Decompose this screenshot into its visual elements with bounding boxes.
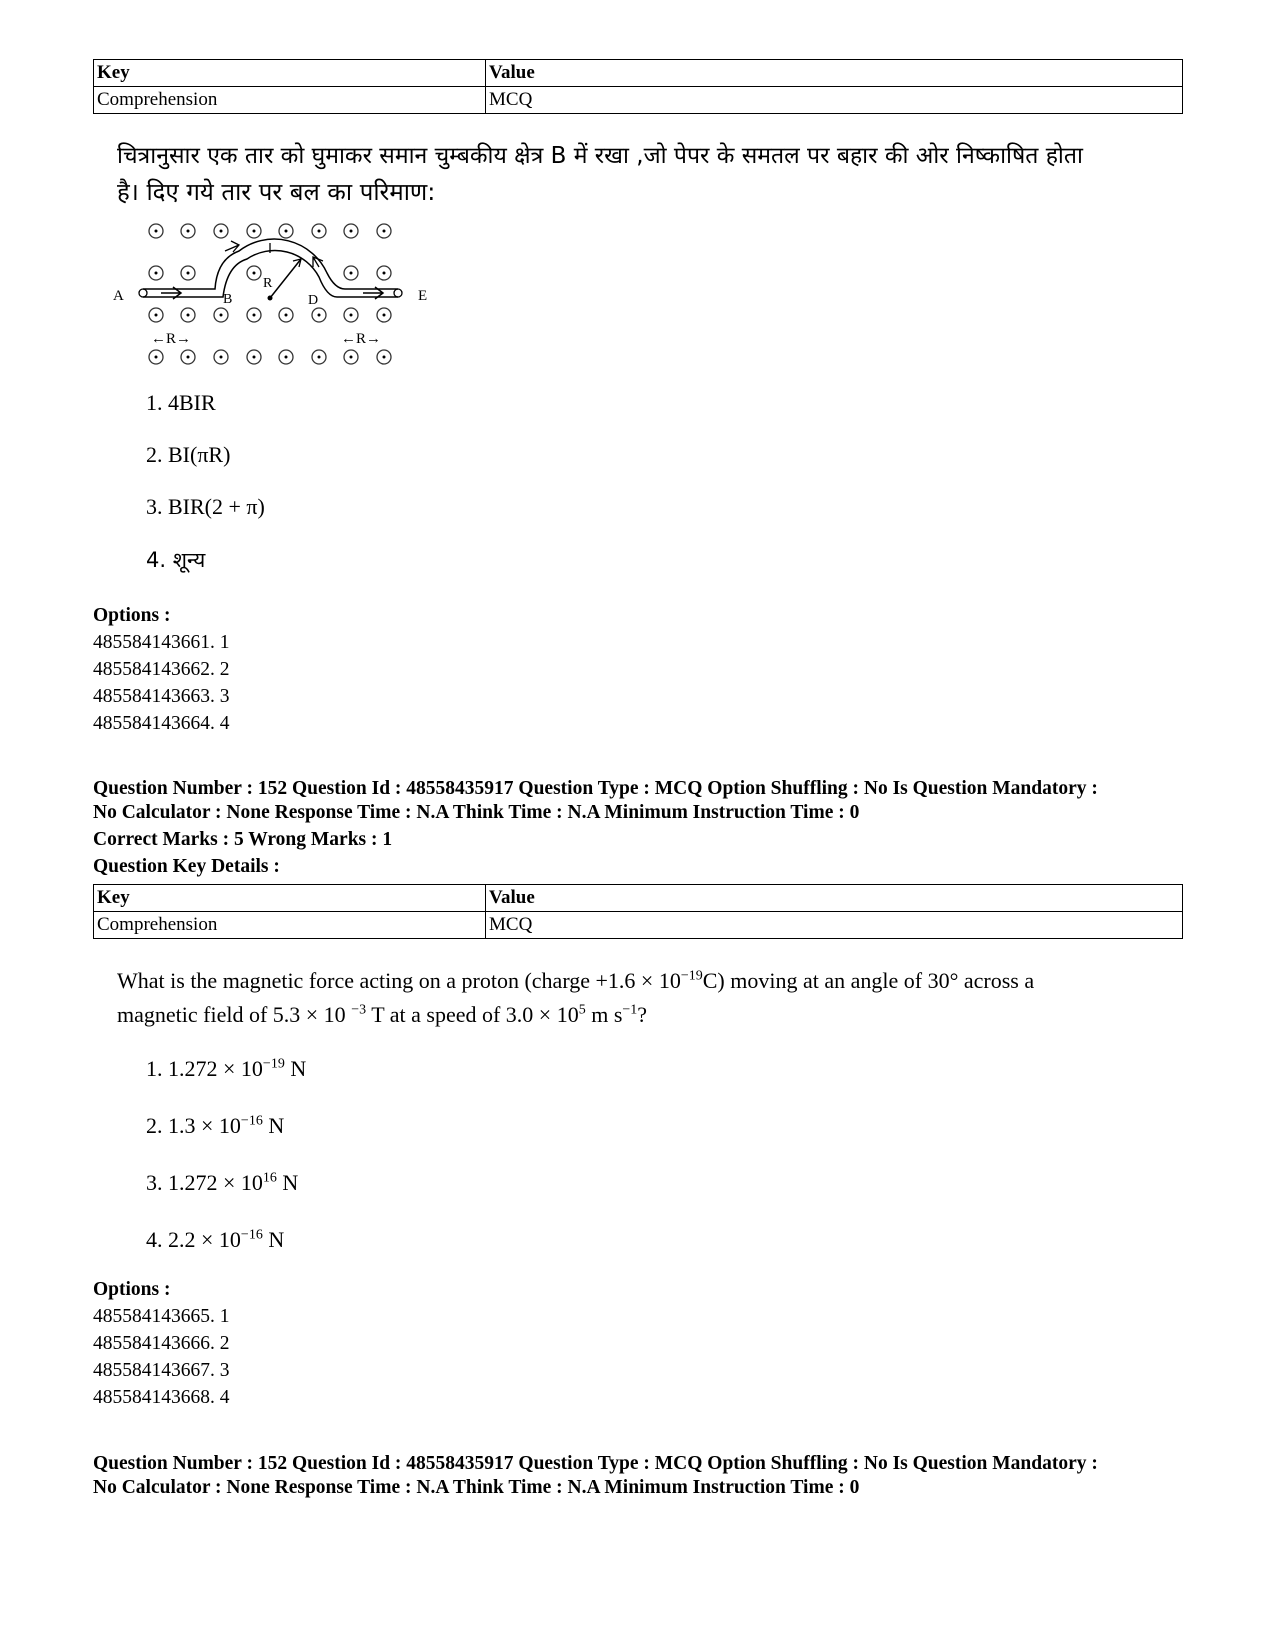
options-label: Options : — [93, 605, 171, 626]
label-a: A — [113, 288, 124, 304]
text-run: N — [276, 1170, 299, 1195]
field-dots-row — [149, 350, 391, 364]
superscript: −1 — [622, 1002, 638, 1018]
answer-choice: 3. BIR(2 + π) — [146, 494, 265, 519]
table-header-value: Value — [486, 60, 1183, 87]
text-run: 4. 2.2 × 10 — [146, 1227, 241, 1252]
field-dots-row — [149, 224, 391, 238]
table-cell-key: Comprehension — [94, 912, 486, 939]
text-run: magnetic field of 5.3 × 10 — [117, 1002, 352, 1027]
answer-choice: 1. 4BIR — [146, 390, 216, 415]
question-header — [93, 1452, 1183, 1500]
table-header-value: Value — [486, 885, 1183, 912]
text-run: m s — [585, 1002, 623, 1027]
text-run: N — [284, 1056, 307, 1081]
table-header-row — [94, 885, 1183, 912]
key-details-label: Question Key Details : — [93, 856, 280, 877]
answer-choice — [146, 1056, 306, 1082]
text-run: 2. 1.3 × 10 — [146, 1113, 241, 1138]
options-label: Options : — [93, 1279, 171, 1300]
label-e: E — [418, 288, 428, 304]
table-cell-key: Comprehension — [94, 87, 486, 114]
question-text-line — [117, 998, 1183, 1032]
superscript: −16 — [240, 1227, 263, 1243]
table-header-key: Key — [94, 885, 486, 912]
superscript: −19 — [262, 1056, 285, 1072]
label-r-right: ←R→ — [341, 331, 382, 347]
answer-choice: 2. BI(πR) — [146, 442, 231, 467]
key-details-table-top — [93, 59, 1183, 114]
field-dots-row — [149, 308, 391, 322]
wire-magnetic-field-figure — [113, 215, 443, 375]
label-r-left: ←R→ — [151, 331, 192, 347]
label-b: B — [223, 292, 233, 307]
text-run: N — [262, 1113, 285, 1138]
text-run: 1. 1.272 × 10 — [146, 1056, 263, 1081]
table-header-key: Key — [94, 60, 486, 87]
superscript: 16 — [262, 1170, 277, 1186]
table-cell-value: MCQ — [486, 87, 1183, 114]
options-list — [93, 1277, 1183, 1411]
superscript: −16 — [240, 1113, 263, 1129]
text-run: T at a speed of 3.0 × 10 — [366, 1002, 579, 1027]
text-run: ? — [637, 1002, 648, 1027]
question-text-line — [117, 964, 1183, 998]
question-meta-line: No Calculator : None Response Time : N.A Think Time : N.A Minimum Instruction Time : 0 — [93, 1477, 860, 1498]
current-arrow — [313, 257, 323, 267]
text-run: N — [262, 1227, 285, 1252]
option-item: 485584143667. 3 — [93, 1360, 230, 1381]
question-text — [117, 964, 1183, 1032]
table-row — [94, 87, 1183, 114]
answer-choice — [146, 1113, 284, 1139]
question-text-line: चित्रानुसार एक तार को घुमाकर समान चुम्बकीय क्षेत्र B में रखा ,जो पेपर के समतल पर बहार की ओर निष्काषित होता — [117, 143, 1083, 169]
answer-choice — [146, 1227, 284, 1253]
current-arrow — [225, 241, 239, 252]
option-item: 485584143668. 4 — [93, 1387, 230, 1408]
option-item: 485584143664. 4 — [93, 713, 230, 734]
text-run: 3. 1.272 × 10 — [146, 1170, 263, 1195]
superscript: −19 — [680, 968, 703, 984]
option-item: 485584143662. 2 — [93, 659, 230, 680]
question-meta-line: Question Number : 152 Question Id : 48558435917 Question Type : MCQ Option Shuffling : No Is Question Mandatory : — [93, 1453, 1098, 1474]
option-item: 485584143666. 2 — [93, 1333, 230, 1354]
question-meta-line: No Calculator : None Response Time : N.A Think Time : N.A Minimum Instruction Time : 0 — [93, 802, 860, 823]
text-run: C) moving at an angle of 30° across a — [702, 968, 1035, 993]
answer-choice: 4. शून्य — [146, 548, 206, 572]
text-run: What is the magnetic force acting on a proton (charge +1.6 × 10 — [117, 968, 681, 993]
table-header-row — [94, 60, 1183, 87]
marks-line: Correct Marks : 5 Wrong Marks : 1 — [93, 829, 393, 850]
key-details-table — [93, 884, 1183, 939]
answer-choice — [146, 1170, 298, 1196]
table-cell-value: MCQ — [486, 912, 1183, 939]
question-text-hindi — [117, 138, 1183, 210]
radius-line — [270, 259, 301, 298]
question-header — [93, 777, 1183, 879]
superscript: 5 — [578, 1002, 586, 1018]
superscript: −3 — [351, 1002, 367, 1018]
question-meta-line: Question Number : 152 Question Id : 48558435917 Question Type : MCQ Option Shuffling : No Is Question Mandatory : — [93, 778, 1098, 799]
options-list — [93, 603, 1183, 737]
option-item: 485584143663. 3 — [93, 686, 230, 707]
label-d: D — [308, 293, 319, 308]
option-item: 485584143661. 1 — [93, 632, 230, 653]
question-text-line: है। दिए गये तार पर बल का परिमाण: — [117, 178, 436, 206]
table-row — [94, 912, 1183, 939]
option-item: 485584143665. 1 — [93, 1306, 230, 1327]
label-r: R — [263, 276, 273, 291]
